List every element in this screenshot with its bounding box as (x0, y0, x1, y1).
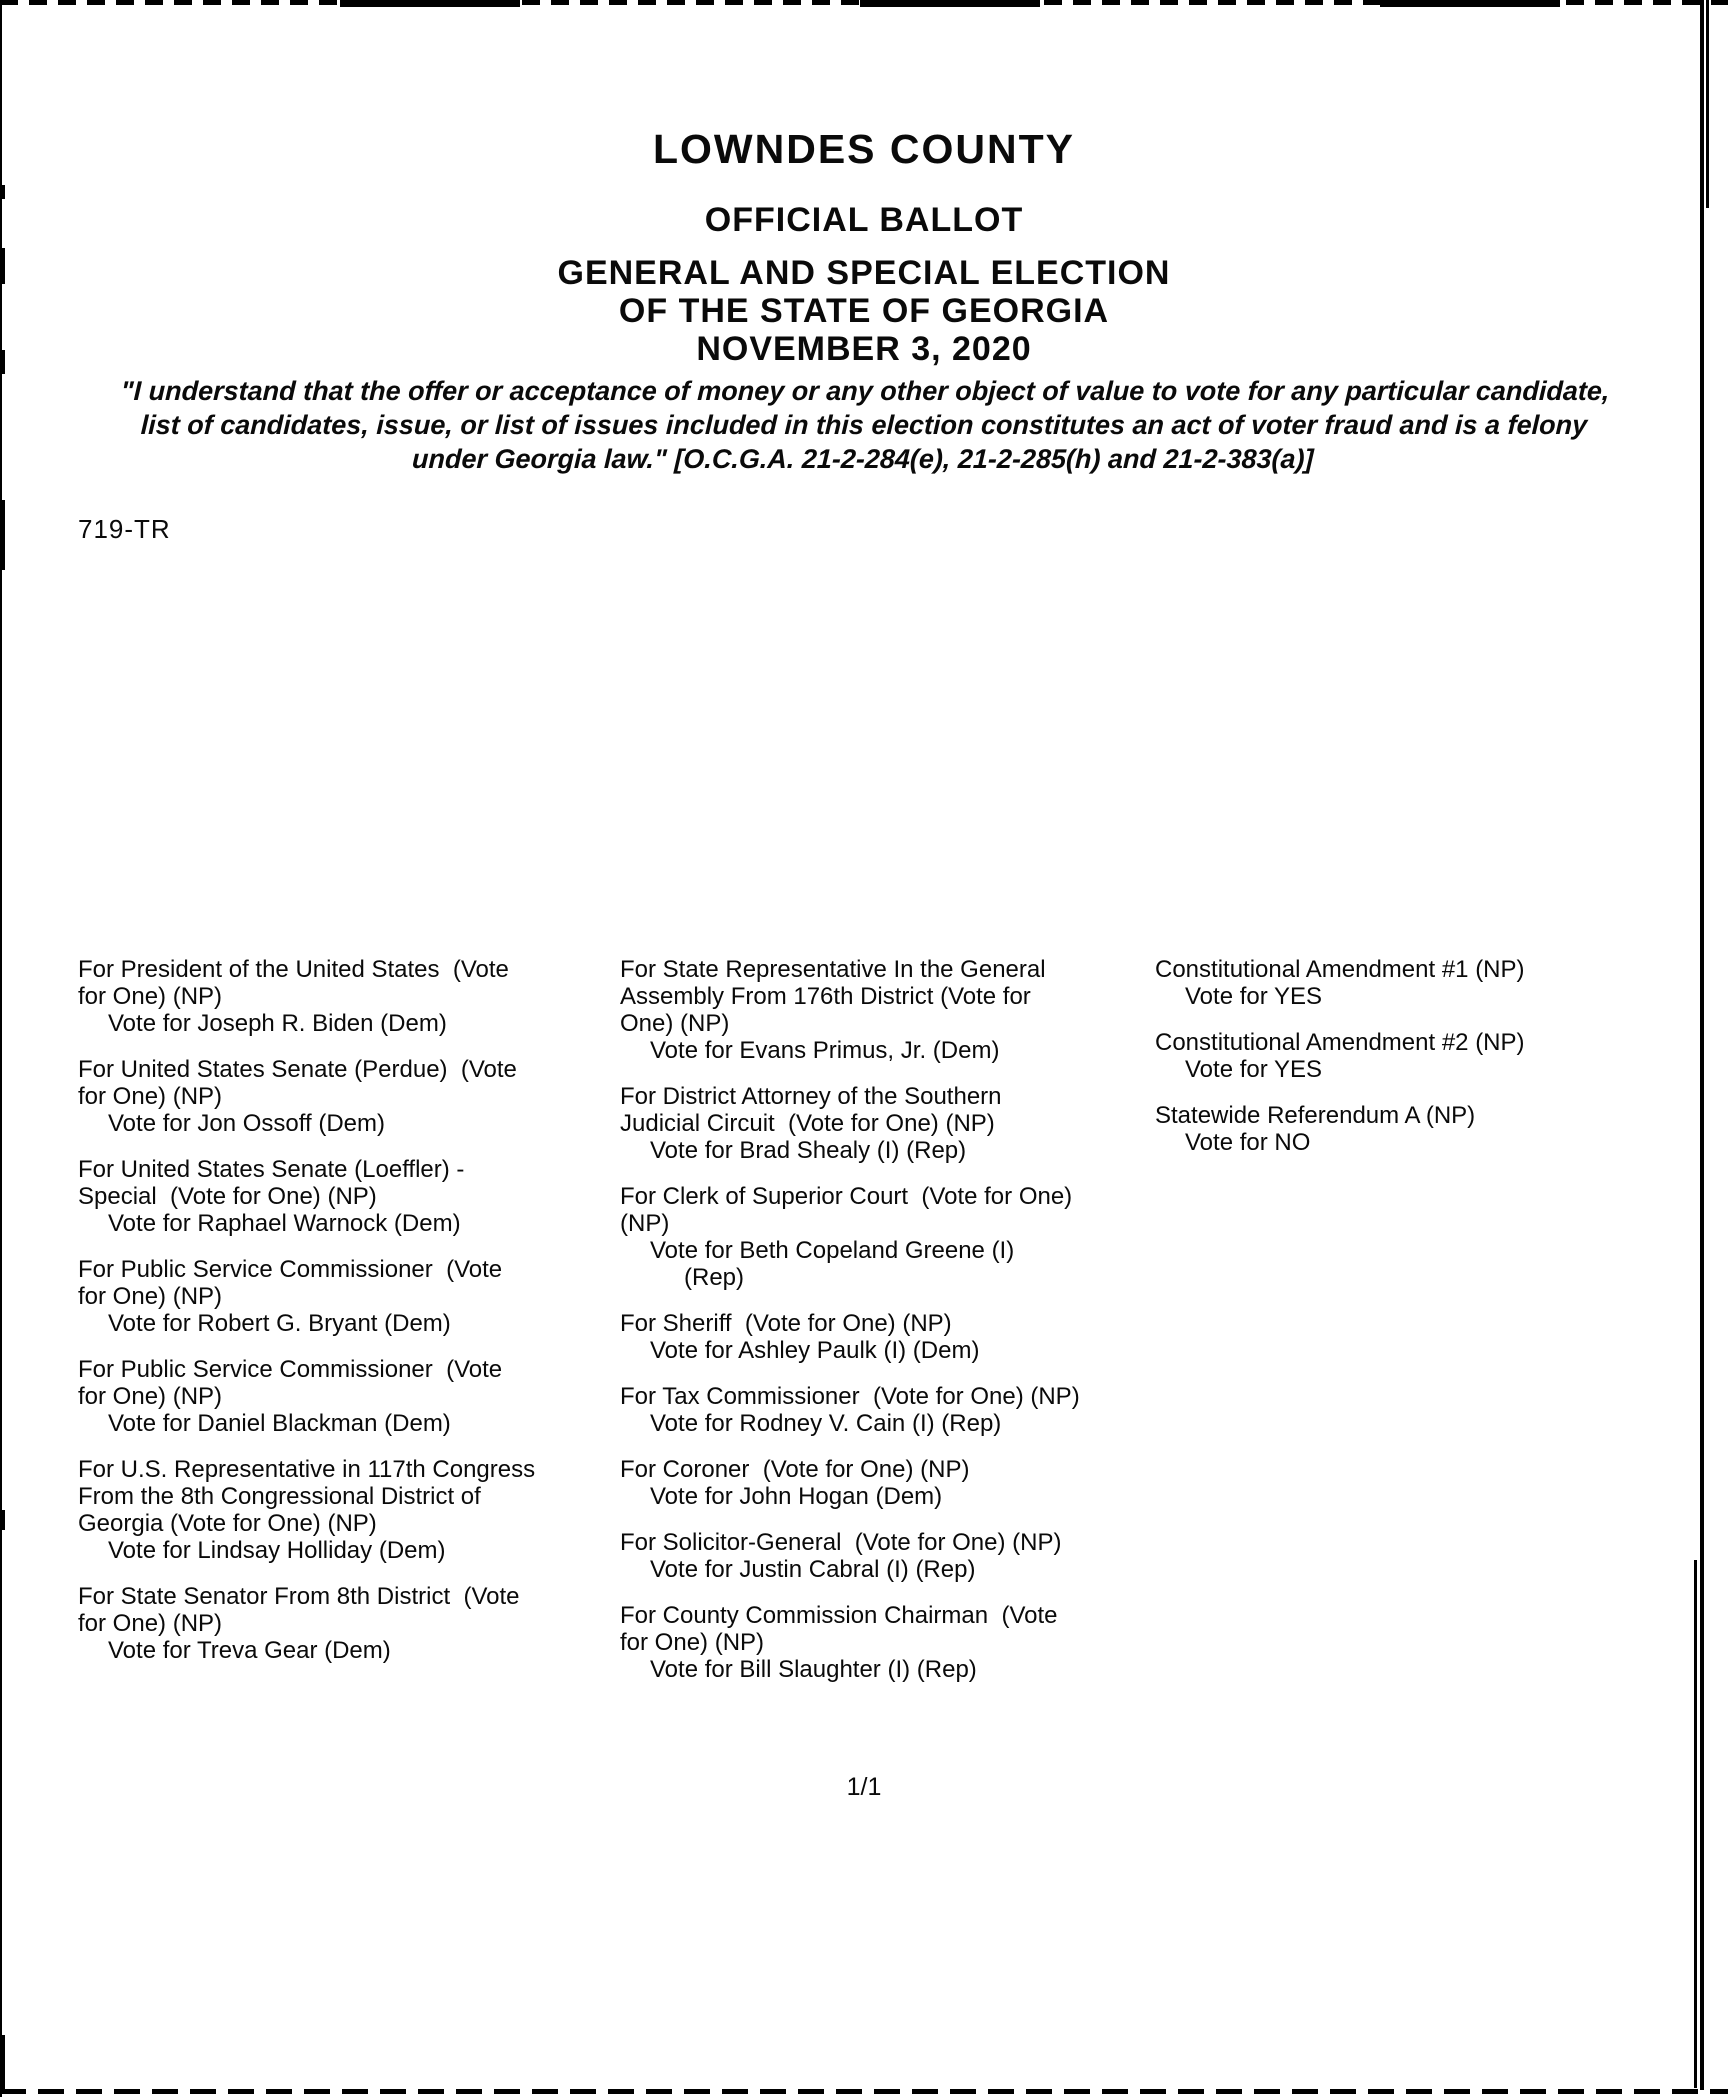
ballot-type-title: OFFICIAL BALLOT (704, 201, 1024, 239)
contest-selection: Vote for Treva Gear (Dem) (108, 1637, 391, 1664)
scan-artifact-left-mark (0, 1510, 5, 1530)
scan-artifact-left-mark (0, 500, 5, 570)
contest-title: For Public Service Commissioner (Vote for One) (NP) (78, 1256, 503, 1310)
ballot-header (0, 126, 1728, 368)
contest-title: For District Attorney of the Southern Judicial Circuit (Vote for One) (NP) (620, 1083, 1002, 1137)
contest-selection: Vote for Lindsay Holliday (Dem) (108, 1537, 446, 1564)
contest-selection: Vote for Evans Primus, Jr. (Dem) (650, 1037, 1000, 1064)
voter-fraud-disclaimer (112, 374, 1616, 476)
contest-selection: Vote for Rodney V. Cain (I) (Rep) (650, 1410, 1002, 1437)
scan-artifact-right-edge-lower (1694, 1560, 1697, 2088)
election-date: NOVEMBER 3, 2020 (696, 330, 1032, 368)
contest-block (1155, 956, 1703, 1010)
contest-title: For State Representative In the General Assembly From 176th District (Vote for One) (NP) (620, 956, 1046, 1037)
contest-column-2 (620, 956, 1160, 1702)
page-number: 1/1 (846, 1773, 882, 1801)
contest-selection: Vote for Justin Cabral (I) (Rep) (650, 1556, 976, 1583)
contest-block (78, 1056, 618, 1137)
contest-block (620, 1383, 1160, 1437)
contest-block (78, 1256, 618, 1337)
election-title-line-2: OF THE STATE OF GEORGIA (618, 292, 1110, 330)
contest-block (78, 956, 618, 1037)
contest-title: Statewide Referendum A (NP) (1155, 1102, 1476, 1129)
contest-selection: Vote for Brad Shealy (I) (Rep) (650, 1137, 967, 1164)
contest-block (620, 1310, 1160, 1364)
contest-title: For Public Service Commissioner (Vote for One) (NP) (78, 1356, 503, 1410)
contest-title: For Sheriff (Vote for One) (NP) (620, 1310, 952, 1337)
contest-title: For United States Senate (Perdue) (Vote for One) (NP) (78, 1056, 517, 1110)
disclaimer-line-1: "I understand that the offer or acceptance of money or any other object of value to vote for any particular candidate, (120, 376, 1611, 406)
contest-title: Constitutional Amendment #2 (NP) (1155, 1029, 1525, 1056)
county-title: LOWNDES COUNTY (652, 126, 1076, 172)
contest-selection: Vote for John Hogan (Dem) (650, 1483, 943, 1510)
contest-block (1155, 1102, 1703, 1156)
contest-block (78, 1583, 618, 1664)
contest-block (78, 1356, 618, 1437)
contest-selection: Vote for NO (1185, 1129, 1311, 1156)
ballot-style-code: 719-TR (78, 514, 171, 544)
disclaimer-line-3: under Georgia law." [O.C.G.A. 21-2-284(e), 21-2-285(h) and 21-2-383(a)] (411, 444, 1315, 474)
scan-artifact-bottom-edge (0, 2089, 1728, 2094)
contest-column-3 (1155, 956, 1703, 1175)
contest-column-1 (78, 956, 618, 1683)
contest-block (620, 1456, 1160, 1510)
contest-selection: Vote for Raphael Warnock (Dem) (108, 1210, 461, 1237)
contest-block (620, 1183, 1160, 1291)
contest-block (620, 956, 1160, 1064)
contest-title: For Coroner (Vote for One) (NP) (620, 1456, 970, 1483)
contest-title: For Tax Commissioner (Vote for One) (NP) (620, 1383, 1080, 1410)
contest-selection: Vote for Robert G. Bryant (Dem) (108, 1310, 451, 1337)
contest-title: Constitutional Amendment #1 (NP) (1155, 956, 1525, 983)
scan-artifact-top-edge (0, 0, 1728, 7)
ballot-qr-code (75, 682, 340, 947)
contest-title: For County Commission Chairman (Vote for One) (NP) (620, 1602, 1058, 1656)
disclaimer-line-2: list of candidates, issue, or list of issues included in this election constitutes an act of voter fraud and is a felony (140, 410, 1588, 440)
scan-artifact-left-mark (0, 2035, 5, 2089)
contest-selection: Vote for Ashley Paulk (I) (Dem) (650, 1337, 980, 1364)
contest-title: For State Senator From 8th District (Vote for One) (NP) (78, 1583, 520, 1637)
contest-block (1155, 1029, 1703, 1083)
contest-block (620, 1529, 1160, 1583)
contest-block (620, 1602, 1160, 1683)
contest-title: For President of the United States (Vote for One) (NP) (78, 956, 509, 1010)
contest-title: For Solicitor-General (Vote for One) (NP) (620, 1529, 1062, 1556)
contest-title: For U.S. Representative in 117th Congress From the 8th Congressional District of Georgia (Vote for One) (NP) (78, 1456, 536, 1537)
contest-selection: Vote for Beth Copeland Greene (I) (Rep) (650, 1237, 1015, 1291)
contest-block (620, 1083, 1160, 1164)
contest-selection: Vote for YES (1185, 1056, 1322, 1083)
contest-selection: Vote for Jon Ossoff (Dem) (108, 1110, 385, 1137)
contest-selection: Vote for Joseph R. Biden (Dem) (108, 1010, 447, 1037)
contest-block (78, 1456, 618, 1564)
contest-title: For Clerk of Superior Court (Vote for One) (NP) (620, 1183, 1073, 1237)
contest-selection: Vote for Bill Slaughter (I) (Rep) (650, 1656, 977, 1683)
contest-block (78, 1156, 618, 1237)
contest-selection: Vote for YES (1185, 983, 1322, 1010)
contest-title: For United States Senate (Loeffler) - Special (Vote for One) (NP) (78, 1156, 465, 1210)
election-title-line-1: GENERAL AND SPECIAL ELECTION (557, 254, 1171, 292)
contest-selection: Vote for Daniel Blackman (Dem) (108, 1410, 451, 1437)
